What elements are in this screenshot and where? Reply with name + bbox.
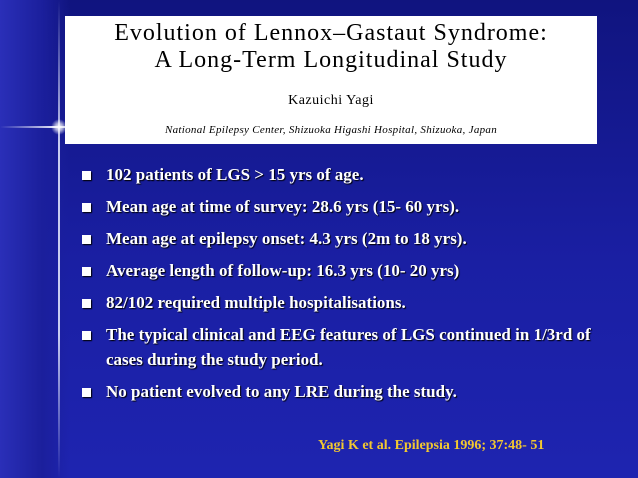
bullet-text: 102 patients of LGS > 15 yrs of age.	[106, 165, 364, 184]
title-line-2: A Long-Term Longitudinal Study	[154, 47, 508, 73]
title-image	[65, 16, 597, 144]
bullet-item	[82, 195, 612, 220]
author-affiliation: National Epilepsy Center, Shizuoka Higashi Hospital, Shizuoka, Japan	[164, 124, 498, 136]
citation: Yagi K et al. Epilepsia 1996; 37:48- 51	[318, 438, 545, 453]
bullet-item	[82, 380, 612, 405]
bullet-text: Mean age at time of survey: 28.6 yrs (15- 60 yrs).	[106, 197, 460, 216]
bullet-item	[82, 323, 612, 372]
decorative-vertical-line	[58, 0, 60, 478]
bullet-text: The typical clinical and EEG features of LGS continued in 1/3rd of cases during the study period.	[106, 325, 591, 369]
square-bullet-icon	[82, 235, 91, 244]
bullet-item	[82, 163, 612, 188]
bullet-text: Mean age at epilepsy onset: 4.3 yrs (2m to 18 yrs).	[106, 229, 467, 248]
bullet-item	[82, 291, 612, 316]
author-name: Kazuichi Yagi	[288, 93, 374, 108]
bullet-item	[82, 259, 612, 284]
bullet-text: No patient evolved to any LRE during the study.	[106, 381, 457, 401]
square-bullet-icon	[82, 267, 91, 276]
square-bullet-icon	[82, 388, 91, 397]
bullet-text: 82/102 required multiple hospitalisations.	[106, 293, 406, 312]
square-bullet-icon	[82, 203, 91, 212]
square-bullet-icon	[82, 331, 91, 340]
square-bullet-icon	[82, 171, 91, 180]
bullet-item	[82, 227, 612, 252]
bullet-text: Average length of follow-up: 16.3 yrs (10- 20 yrs)	[106, 261, 460, 280]
title-line-1: Evolution of Lennox–Gastaut Syndrome:	[114, 20, 548, 46]
bullet-list	[82, 163, 612, 412]
square-bullet-icon	[82, 299, 91, 308]
